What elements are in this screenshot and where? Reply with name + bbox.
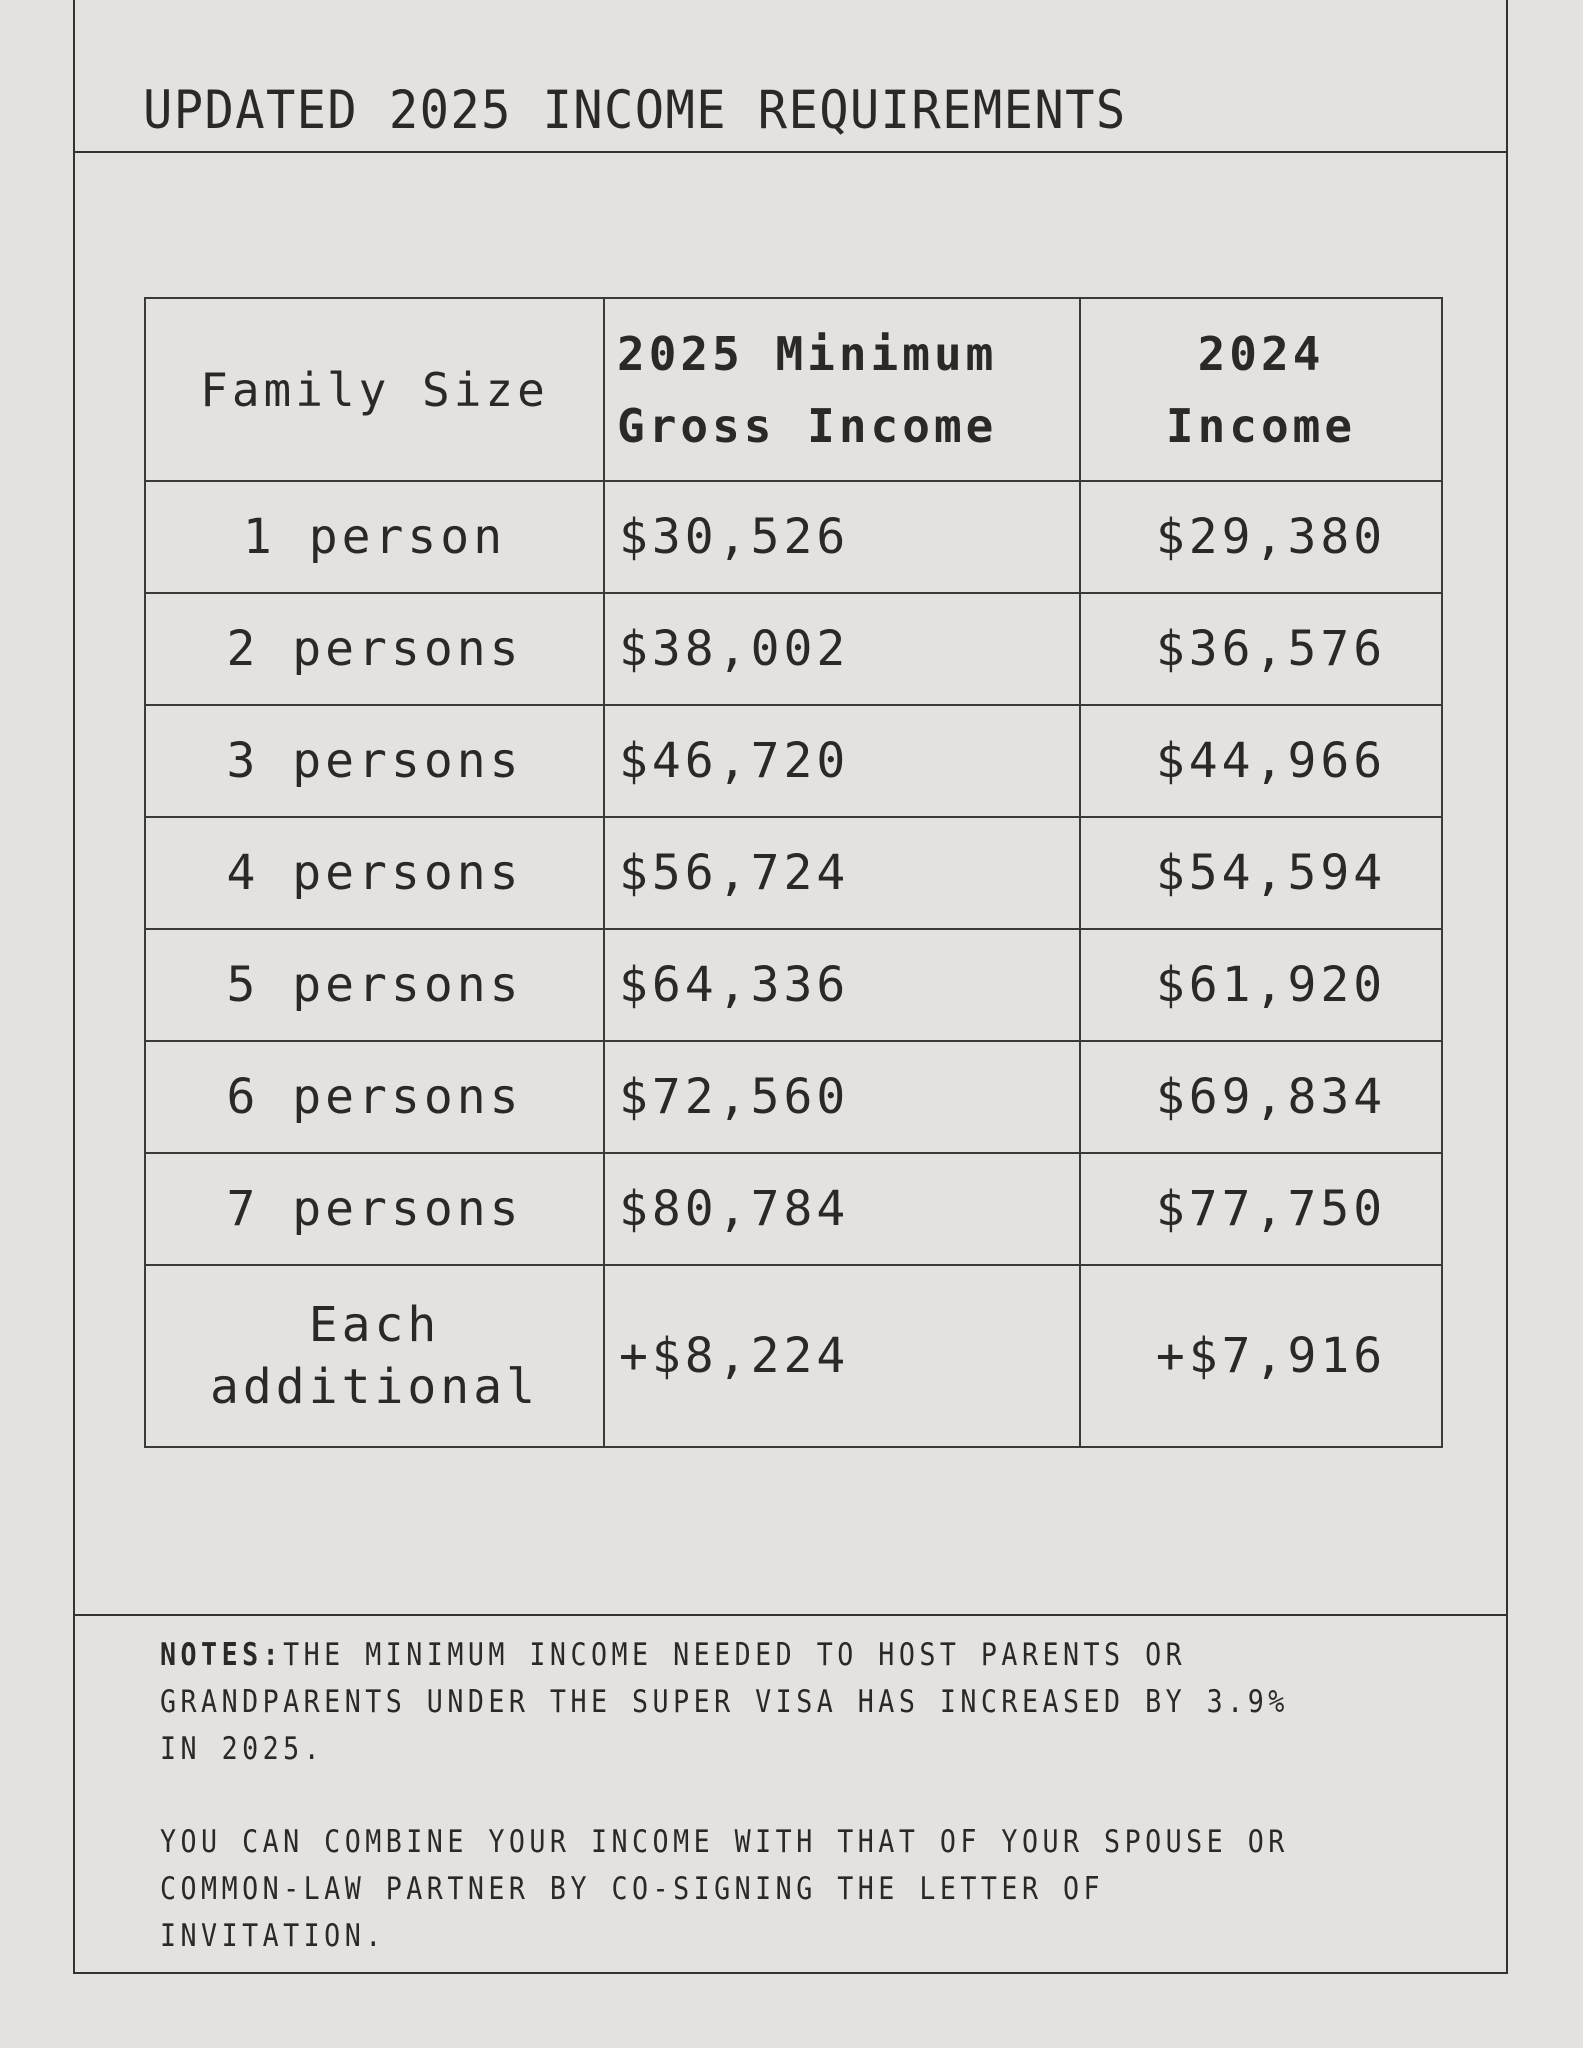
min-2025-cell: $46,720	[604, 705, 1080, 817]
min-2025-cell: $38,002	[604, 593, 1080, 705]
table-row	[145, 593, 1442, 705]
income-2024-cell: $36,576	[1080, 593, 1442, 705]
income-2024-cell: $44,966	[1080, 705, 1442, 817]
table-row	[145, 929, 1442, 1041]
note-paragraph-2: YOU CAN COMBINE YOUR INCOME WITH THAT OF YOUR SPOUSE OR COMMON-LAW PARTNER BY CO-SIGNING THE LETTER OF INVITATION.	[160, 1824, 1289, 1954]
min-2025-cell: $64,336	[604, 929, 1080, 1041]
note-text-1: THE MINIMUM INCOME NEEDED TO HOST PARENTS OR GRANDPARENTS UNDER THE SUPER VISA HAS INCREASED BY 3.9% IN 2025.	[160, 1637, 1289, 1767]
page-title: UPDATED 2025 INCOME REQUIREMENTS	[143, 79, 1127, 141]
min-2025-cell: $72,560	[604, 1041, 1080, 1153]
family-size-cell: 1 person	[145, 481, 604, 593]
family-size-cell: 6 persons	[145, 1041, 604, 1153]
min-2025-cell: $56,724	[604, 817, 1080, 929]
header-2024-line1: 2024	[1197, 326, 1325, 381]
table-row-each-additional	[145, 1265, 1442, 1447]
header-family-size: Family Size	[145, 298, 604, 481]
notes-label: NOTES:	[160, 1637, 284, 1673]
table-row	[145, 817, 1442, 929]
header-2025-minimum-income	[604, 298, 1080, 481]
table-row	[145, 481, 1442, 593]
min-2025-cell-additional: +$8,224	[604, 1265, 1080, 1447]
table-row	[145, 1153, 1442, 1265]
family-size-cell: 7 persons	[145, 1153, 604, 1265]
min-2025-cell: $30,526	[604, 481, 1080, 593]
additional-line1: Each	[308, 1297, 441, 1353]
income-2024-cell: $77,750	[1080, 1153, 1442, 1265]
header-2024-income	[1080, 298, 1442, 481]
notes-section	[75, 1614, 1506, 1960]
min-2025-cell: $80,784	[604, 1153, 1080, 1265]
header-2025-line2: Gross Income	[617, 398, 998, 453]
header-2024-line2: Income	[1165, 398, 1357, 453]
header-2025-line1: 2025 Minimum	[617, 326, 998, 381]
family-size-cell: 4 persons	[145, 817, 604, 929]
income-2024-cell: $54,594	[1080, 817, 1442, 929]
note-paragraph-1	[160, 1632, 1304, 1773]
table-row	[145, 705, 1442, 817]
document-frame	[73, 0, 1508, 1974]
additional-line2: additional	[210, 1359, 539, 1415]
title-bar	[75, 0, 1506, 153]
table-header-row	[145, 298, 1442, 481]
income-2024-cell: $29,380	[1080, 481, 1442, 593]
income-2024-cell-additional: +$7,916	[1080, 1265, 1442, 1447]
family-size-cell: 5 persons	[145, 929, 604, 1041]
income-2024-cell: $69,834	[1080, 1041, 1442, 1153]
family-size-cell: 2 persons	[145, 593, 604, 705]
family-size-cell: 3 persons	[145, 705, 604, 817]
family-size-cell-additional	[145, 1265, 604, 1447]
table-row	[145, 1041, 1442, 1153]
income-requirements-table	[144, 297, 1443, 1448]
income-2024-cell: $61,920	[1080, 929, 1442, 1041]
